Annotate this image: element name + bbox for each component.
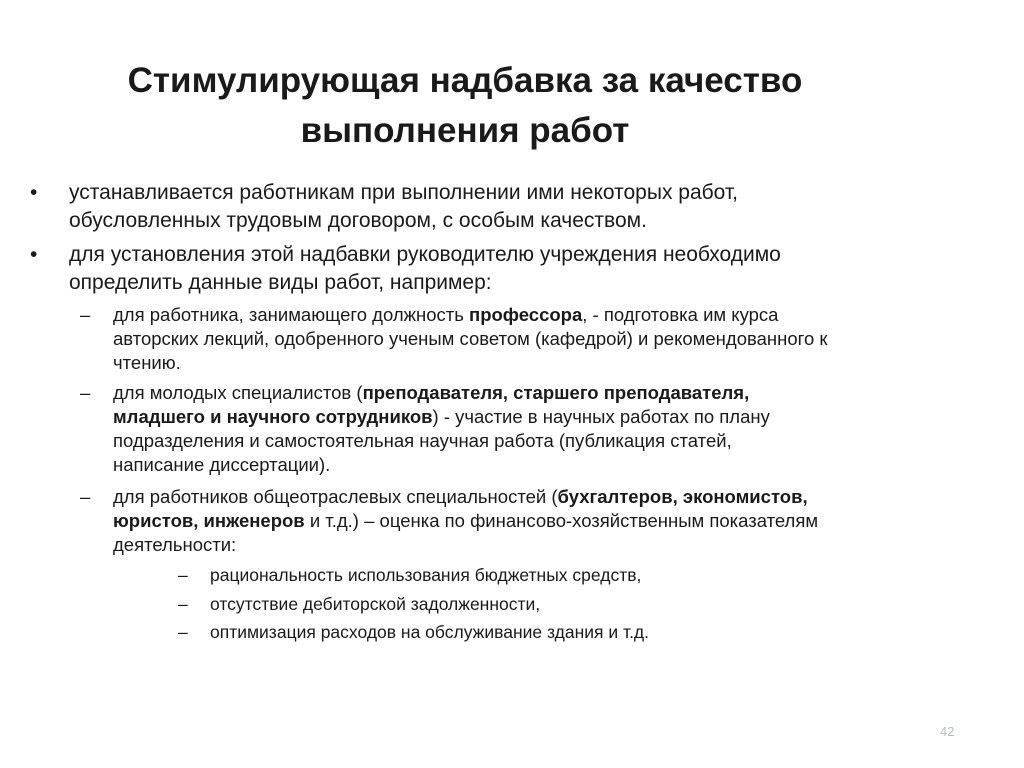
bullet-marker: • — [30, 181, 38, 204]
subsub-item-2 — [178, 592, 878, 616]
sub-line: деятельности: — [113, 534, 237, 555]
sub-line: чтению. — [113, 352, 181, 373]
bullet-line: определить данные виды работ, например: — [69, 271, 492, 294]
sub-line — [113, 405, 1000, 429]
subsub-text: оптимизация расходов на обслуживание здания и т.д. — [210, 622, 650, 642]
bold-term: преподавателя, старшего преподавателя, — [362, 382, 750, 403]
sub-line — [113, 485, 1000, 509]
sub-line — [113, 509, 1000, 533]
bold-term: бухгалтеров, экономистов, — [557, 486, 808, 507]
dash-marker: – — [178, 594, 188, 614]
sub-text — [113, 381, 1000, 477]
sub-line — [113, 303, 1000, 327]
bullet-text — [69, 241, 990, 297]
dash-marker: – — [80, 382, 91, 403]
bullet-item-1 — [30, 179, 990, 235]
bullet-line: обусловленных трудовым договором, с особым качеством. — [69, 209, 647, 232]
sub-line: написание диссертации). — [113, 454, 331, 475]
sub-line-part: ) - участие в научных работах по плану — [432, 406, 770, 427]
sub-line — [113, 381, 1000, 405]
sub-item-young-specialists — [80, 381, 1000, 477]
bold-term: юристов, инженеров — [113, 510, 305, 531]
bullet-line: устанавливается работникам при выполнении ими некоторых работ, — [69, 181, 739, 204]
subsub-text: рациональность использования бюджетных средств, — [210, 565, 642, 585]
dash-marker: – — [80, 304, 91, 325]
page-number: 42 — [940, 724, 955, 739]
dash-marker: – — [80, 486, 91, 507]
bullet-item-2 — [30, 241, 990, 297]
slide-title — [0, 56, 930, 156]
dash-marker: – — [178, 622, 188, 642]
sub-text — [113, 485, 1000, 557]
sub-item-professor — [80, 303, 1000, 375]
bullet-text — [69, 179, 990, 235]
dash-marker: – — [178, 565, 188, 585]
bold-term: профессора — [469, 304, 583, 325]
sub-line-part: для работника, занимающего должность — [113, 304, 470, 325]
sub-line-part: , - подготовка им курса — [582, 304, 779, 325]
sub-text — [113, 303, 1000, 375]
subsub-item-3 — [178, 620, 878, 644]
sub-item-general-specialists — [80, 485, 1000, 557]
title-line-1: Стимулирующая надбавка за качество — [127, 61, 803, 100]
sub-line-part: для работников общеотраслевых специальностей ( — [113, 486, 558, 507]
sub-line: подразделения и самостоятельная научная работа (публикация статей, — [113, 430, 732, 451]
title-line-2: выполнения работ — [300, 111, 630, 150]
bold-term: младшего и научного сотрудников — [113, 406, 433, 427]
bullet-marker: • — [30, 243, 38, 266]
sub-line-part: для молодых специалистов ( — [113, 382, 363, 403]
bullet-line: для установления этой надбавки руководителю учреждения необходимо — [69, 243, 781, 266]
subsub-text: отсутствие дебиторской задолженности, — [210, 594, 541, 614]
sub-line: авторских лекций, одобренного ученым советом (кафедрой) и рекомендованного к — [113, 328, 828, 349]
sub-line-part: и т.д.) – оценка по финансово-хозяйственным показателям — [304, 510, 819, 531]
subsub-item-1 — [178, 563, 878, 587]
